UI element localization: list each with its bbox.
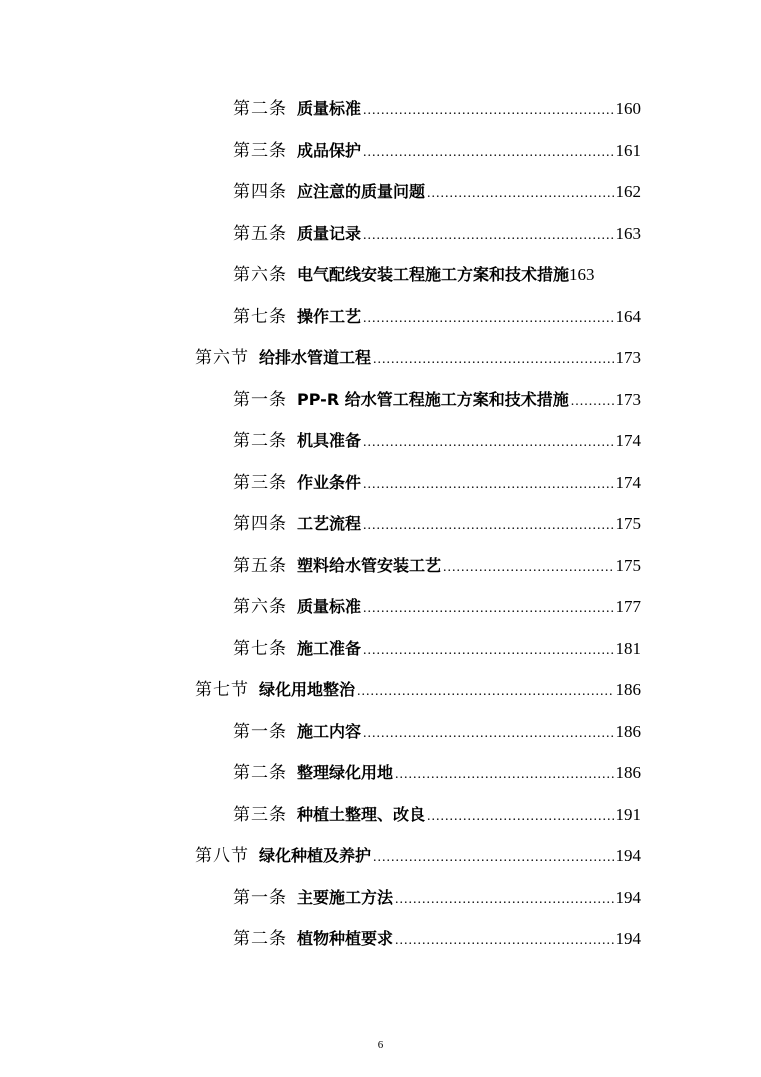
toc-entry[interactable]	[233, 802, 641, 828]
toc-entry-number: 第二条	[233, 763, 287, 783]
toc-entry[interactable]	[233, 885, 641, 911]
toc-entry-title: 施工准备	[297, 639, 362, 658]
toc-entry[interactable]	[233, 511, 641, 537]
toc-entry-title: 绿化用地整治	[259, 680, 356, 699]
toc-entry-number: 第二条	[233, 431, 287, 451]
toc-entry-page: 175	[615, 556, 641, 575]
dot-leader	[363, 223, 613, 249]
toc-entry-title: 主要施工方法	[297, 888, 394, 907]
toc-entry-number: 第七条	[233, 639, 287, 659]
dot-leader	[395, 762, 613, 788]
toc-entry[interactable]	[233, 553, 641, 579]
dot-leader	[363, 513, 613, 539]
toc-entry-title: PP-R 给水管工程施工方案和技术措施	[297, 390, 569, 409]
toc-entry-page: 175	[615, 514, 641, 533]
toc-entry-title: 机具准备	[297, 431, 362, 450]
toc-entry-number: 第三条	[233, 473, 287, 493]
dot-leader	[357, 679, 613, 705]
toc-entry-title: 施工内容	[297, 722, 362, 741]
toc-entry[interactable]	[233, 470, 641, 496]
toc-entry[interactable]	[233, 636, 641, 662]
toc-entry-number: 第五条	[233, 556, 287, 576]
toc-entry-title: 操作工艺	[297, 307, 362, 326]
dot-leader	[395, 928, 613, 954]
toc-entry[interactable]	[233, 304, 641, 330]
dot-leader	[363, 638, 613, 664]
toc-entry-page: 177	[615, 597, 641, 616]
toc-entry-number: 第七节	[195, 680, 249, 700]
toc-entry[interactable]	[233, 594, 641, 620]
dot-leader	[427, 804, 613, 830]
toc-entry-page: 186	[615, 680, 641, 699]
toc-entry-number: 第三条	[233, 805, 287, 825]
dot-leader	[373, 845, 613, 871]
toc-section-entry[interactable]	[195, 345, 641, 371]
dot-leader	[363, 430, 613, 456]
dot-leader	[395, 887, 613, 913]
toc-entry[interactable]	[233, 719, 641, 745]
toc-entry-page: 164	[615, 307, 641, 326]
toc-entry-title: 电气配线安装工程施工方案和技术措施	[297, 265, 570, 284]
toc-entry-page: 194	[615, 888, 641, 907]
toc-entry-title: 质量记录	[297, 224, 362, 243]
toc-entry-title: 绿化种植及养护	[259, 846, 372, 865]
toc-entry-title: 工艺流程	[297, 514, 362, 533]
toc-entry-page: 186	[615, 763, 641, 782]
toc-entry[interactable]	[233, 926, 641, 952]
toc-entry-title: 给排水管道工程	[259, 348, 372, 367]
dot-leader	[363, 721, 613, 747]
toc-section-entry[interactable]	[195, 677, 641, 703]
toc-entry-title: 质量标准	[297, 99, 362, 118]
toc-entry-title: 作业条件	[297, 473, 362, 492]
toc-entry-title: 塑料给水管安装工艺	[297, 556, 442, 575]
toc-entry-number: 第一条	[233, 888, 287, 908]
toc-entry-number: 第八节	[195, 846, 249, 866]
toc-entry-title: 质量标准	[297, 597, 362, 616]
toc-entry-page: 162	[615, 182, 641, 201]
dot-leader	[363, 306, 613, 332]
dot-leader	[363, 140, 613, 166]
toc-entry-number: 第七条	[233, 307, 287, 327]
toc-entry[interactable]	[233, 179, 641, 205]
toc-entry-number: 第六条	[233, 265, 287, 285]
toc-entry-page: 186	[615, 722, 641, 741]
toc-entry[interactable]	[233, 262, 641, 288]
dot-leader	[571, 389, 614, 415]
toc-entry-number: 第六节	[195, 348, 249, 368]
toc-entry[interactable]	[233, 428, 641, 454]
toc-entry-page: 163	[569, 265, 595, 284]
toc-entry-number: 第二条	[233, 929, 287, 949]
toc-entry[interactable]	[233, 96, 641, 122]
toc-entry[interactable]	[233, 760, 641, 786]
toc-entry-page: 163	[615, 224, 641, 243]
dot-leader	[427, 181, 613, 207]
dot-leader	[363, 98, 613, 124]
toc-entry-number: 第四条	[233, 514, 287, 534]
toc-entry-page: 173	[615, 348, 641, 367]
toc-entry-title: 成品保护	[297, 141, 362, 160]
toc-entry-page: 181	[615, 639, 641, 658]
toc-entry-page: 174	[615, 473, 641, 492]
toc-entry-page: 194	[615, 929, 641, 948]
dot-leader	[363, 596, 613, 622]
toc-entry-page: 174	[615, 431, 641, 450]
toc-entry-number: 第一条	[233, 390, 287, 410]
toc-entry-number: 第一条	[233, 722, 287, 742]
toc-entry-title: 种植土整理、改良	[297, 805, 426, 824]
toc-entry-title: 应注意的质量问题	[297, 182, 426, 201]
toc-entry-number: 第三条	[233, 141, 287, 161]
dot-leader	[373, 347, 613, 373]
toc-entry[interactable]	[233, 387, 641, 413]
toc-entry-number: 第二条	[233, 99, 287, 119]
toc-entry-page: 191	[615, 805, 641, 824]
toc-entry-page: 161	[615, 141, 641, 160]
toc-entry-number: 第六条	[233, 597, 287, 617]
toc-entry[interactable]	[233, 138, 641, 164]
dot-leader	[443, 555, 613, 581]
toc-entry-number: 第五条	[233, 224, 287, 244]
toc-entry-page: 173	[615, 390, 641, 409]
page-number: 6	[377, 1039, 384, 1051]
toc-entry-title: 植物种植要求	[297, 929, 394, 948]
toc-section-entry[interactable]	[195, 843, 641, 869]
toc-entry-title: 整理绿化用地	[297, 763, 394, 782]
toc-entry-page: 160	[615, 99, 641, 118]
toc-entry[interactable]	[233, 221, 641, 247]
toc-entry-page: 194	[615, 846, 641, 865]
dot-leader	[363, 472, 613, 498]
toc-entry-number: 第四条	[233, 182, 287, 202]
